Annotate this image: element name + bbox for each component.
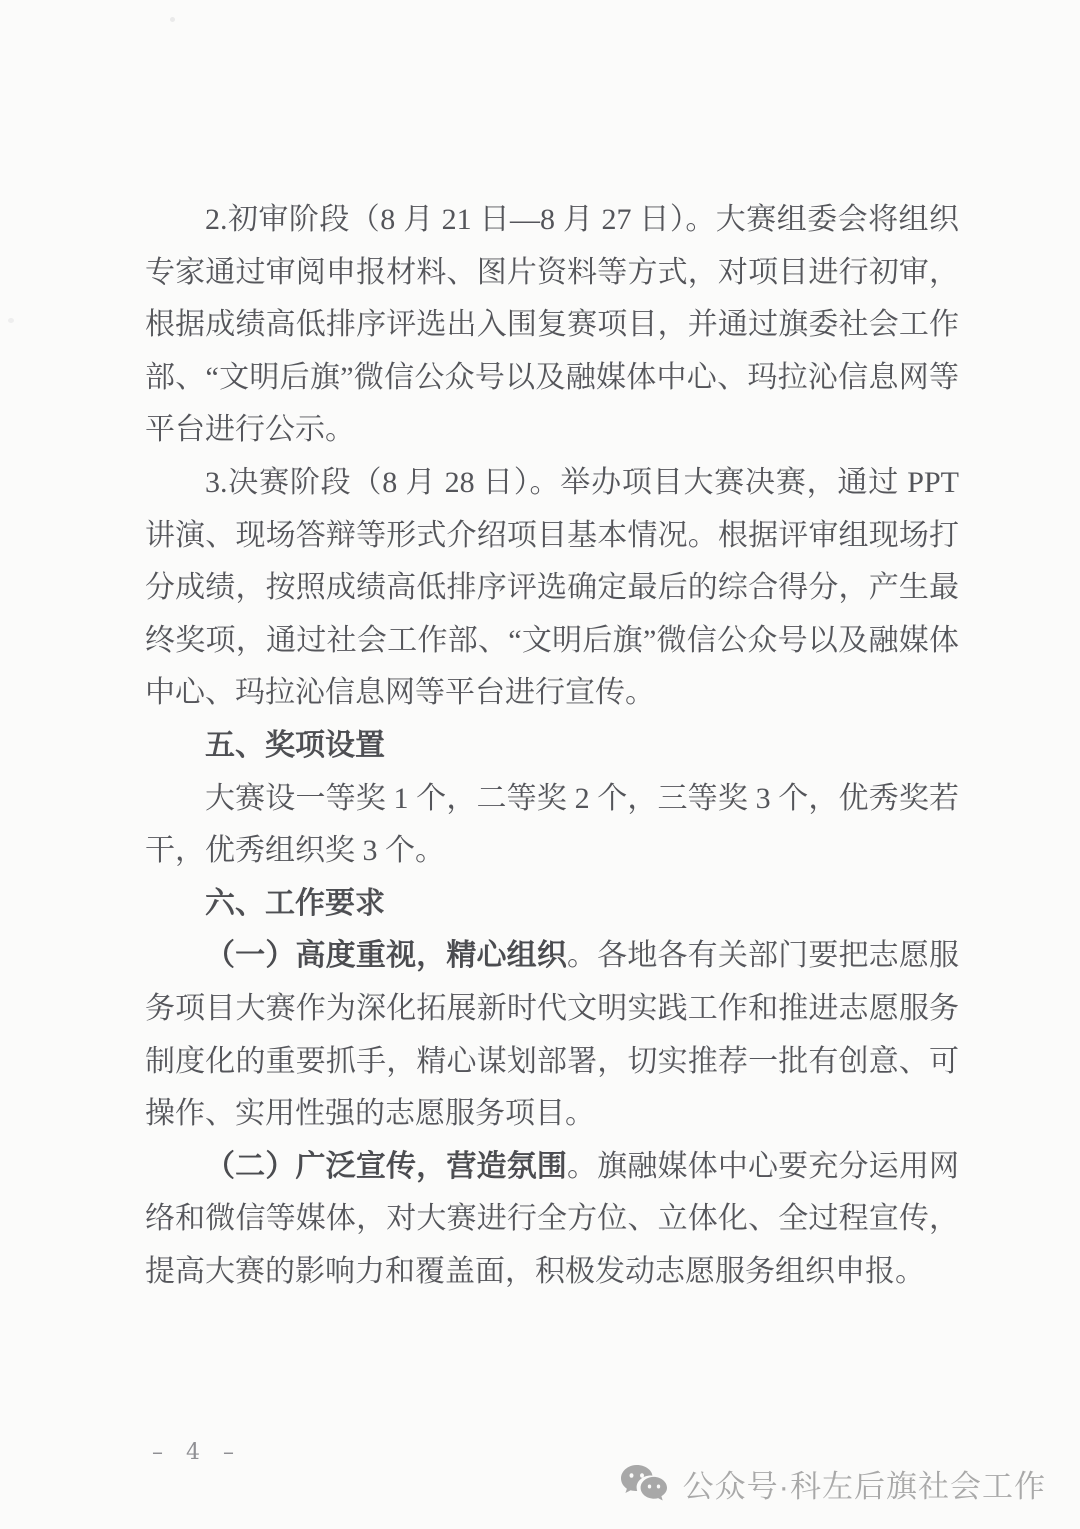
paragraph-text: 。旗融媒体中心要充分运用网络和微信等媒体，对大赛进行全方位、立体化、全过程宣传，提高大赛的影响力和覆盖面，积极发动志愿服务组织申报。 — [145, 1149, 959, 1288]
paragraph-requirement-1 — [145, 930, 959, 1140]
document-body — [145, 194, 959, 1298]
paragraph-review-stage: 2.初审阶段（8 月 21 日—8 月 27 日）。大赛组委会将组织专家通过审阅申报材料、图片资料等方式，对项目进行初审，根据成绩高低排序评选出入围复赛项目，并通过旗委社会工作部、“文明后旗”微信公众号以及融媒体中心、玛拉沁信息网等平台进行公示。 — [145, 203, 959, 447]
paragraph-lead: （二）广泛宣传，营造氛围 — [205, 1149, 567, 1183]
paragraph-final-stage: 3.决赛阶段（8 月 28 日）。举办项目大赛决赛，通过 PPT 讲演、现场答辩等形式介绍项目基本情况。根据评审组现场打分成绩，按照成绩高低排序评选确定最后的综合得分，产生最终奖项，通过社会工作部、“文明后旗”微信公众号以及融媒体中心、玛拉沁信息网等平台进行宣传。 — [145, 465, 959, 710]
scan-speck — [170, 17, 175, 22]
heading-awards-setup: 五、奖项设置 — [205, 728, 385, 762]
paragraph-text: 。各地各有关部门要把志愿服务项目大赛作为深化拓展新时代文明实践工作和推进志愿服务制度化的重要抓手，精心谋划部署，切实推荐一批有创意、可操作、实用性强的志愿服务项目。 — [145, 939, 959, 1131]
scan-speck — [8, 318, 14, 323]
watermark — [619, 1461, 1046, 1506]
paragraph-requirement-2 — [145, 1141, 959, 1299]
watermark-label: 公众号·科左后旗社会工作 — [682, 1469, 1046, 1504]
paragraph-awards-detail: 大赛设一等奖 1 个，二等奖 2 个，三等奖 3 个，优秀奖若干，优秀组织奖 3 个。 — [145, 781, 959, 868]
wechat-icon — [619, 1463, 669, 1505]
paragraph-lead: （一）高度重视，精心组织 — [205, 939, 567, 973]
heading-work-requirements: 六、工作要求 — [205, 886, 385, 920]
page-number: – 4 – — [152, 1440, 242, 1465]
